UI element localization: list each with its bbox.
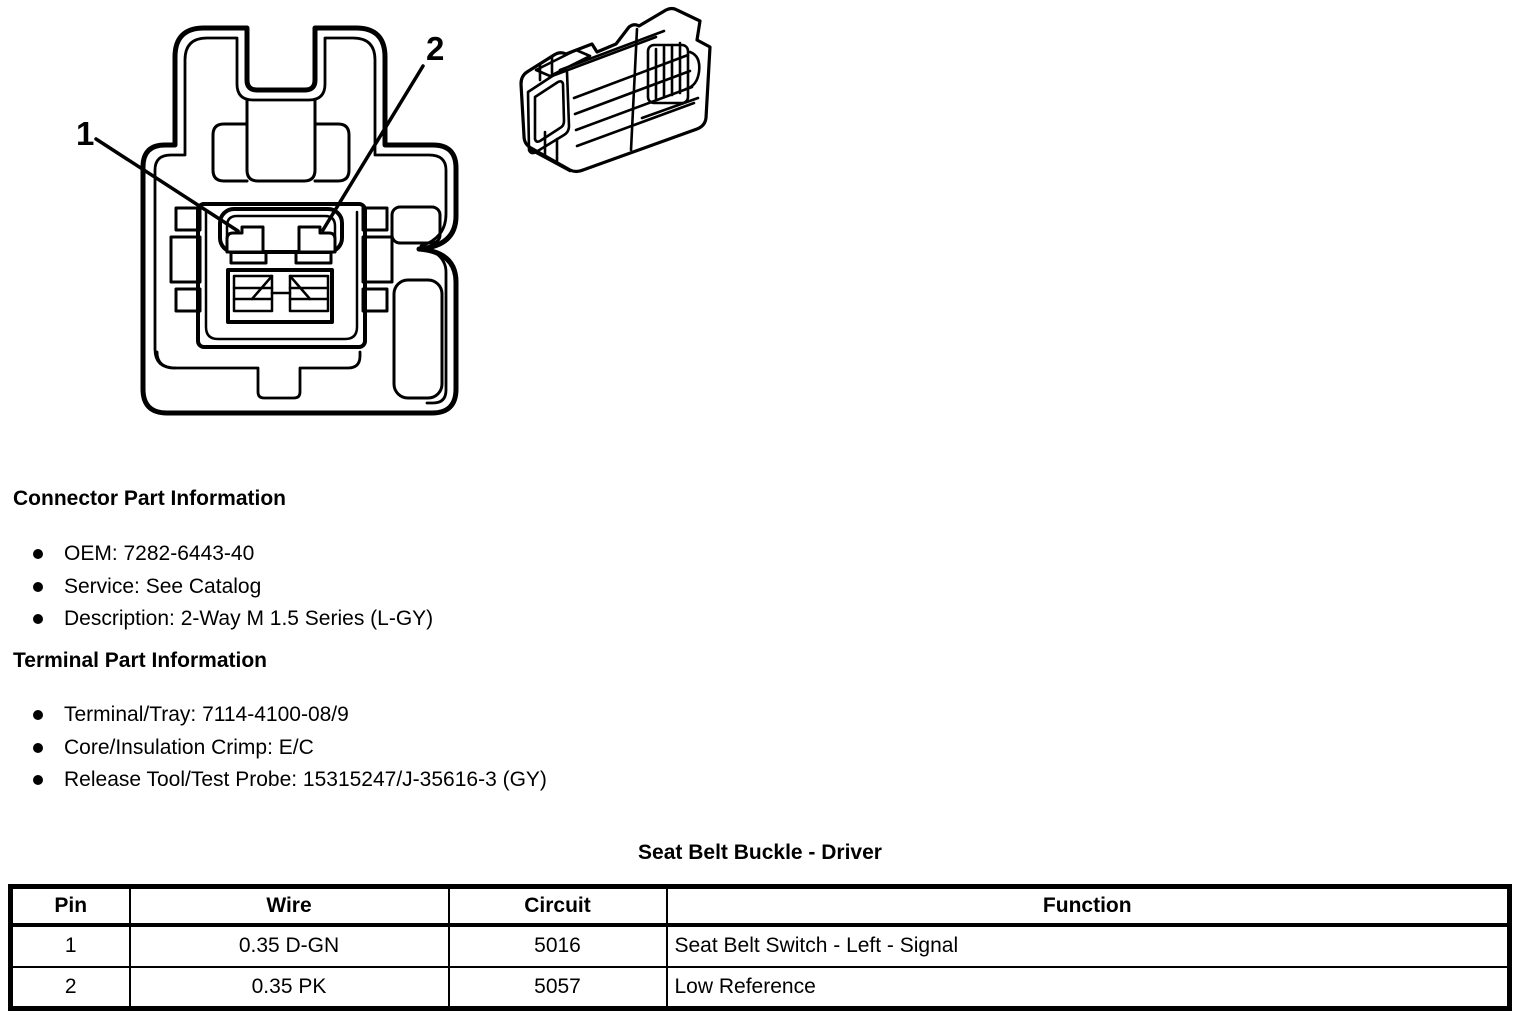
pinout-table-title: Seat Belt Buckle - Driver — [638, 841, 882, 864]
connector-description-text: Description: 2-Way M 1.5 Series (L-GY) — [64, 607, 434, 630]
list-item — [33, 543, 254, 565]
cell-pin: 1 — [11, 925, 130, 967]
list-item — [33, 704, 349, 726]
list-item — [33, 608, 433, 630]
connector-service-text: Service: See Catalog — [64, 575, 262, 598]
column-header-circuit: Circuit — [449, 887, 667, 925]
bullet-icon — [33, 710, 43, 720]
cell-function: Seat Belt Switch - Left - Signal — [667, 925, 1510, 967]
bullet-icon — [33, 614, 43, 624]
connector-part-information-heading: Connector Part Information — [13, 487, 287, 510]
list-item — [33, 737, 314, 759]
connector-diagram — [0, 0, 760, 450]
terminal-tray-text: Terminal/Tray: 7114-4100-08/9 — [64, 703, 349, 726]
table-row — [11, 925, 1510, 967]
pin-callout-2: 2 — [426, 30, 445, 67]
cell-circuit: 5016 — [449, 925, 667, 967]
table-row — [11, 967, 1510, 1009]
terminal-crimp-text: Core/Insulation Crimp: E/C — [64, 736, 314, 759]
pinout-table — [8, 884, 1512, 1011]
bullet-icon — [33, 743, 43, 753]
cell-pin: 2 — [11, 967, 130, 1009]
cell-function: Low Reference — [667, 967, 1510, 1009]
column-header-pin: Pin — [11, 887, 130, 925]
cell-wire: 0.35 D-GN — [130, 925, 449, 967]
list-item — [33, 769, 547, 791]
bullet-icon — [33, 582, 43, 592]
list-item — [33, 576, 261, 598]
column-header-function: Function — [667, 887, 1510, 925]
terminal-release-tool-text: Release Tool/Test Probe: 15315247/J-35616-3 (GY) — [64, 768, 547, 791]
column-header-wire: Wire — [130, 887, 449, 925]
table-header-row — [11, 887, 1510, 925]
connector-side-view — [521, 9, 710, 172]
cell-wire: 0.35 PK — [130, 967, 449, 1009]
terminal-part-information-heading: Terminal Part Information — [13, 649, 267, 672]
bullet-icon — [33, 775, 43, 785]
cell-circuit: 5057 — [449, 967, 667, 1009]
bullet-icon — [33, 549, 43, 559]
pin-callout-1: 1 — [76, 115, 95, 152]
connector-oem-text: OEM: 7282-6443-40 — [64, 542, 255, 565]
